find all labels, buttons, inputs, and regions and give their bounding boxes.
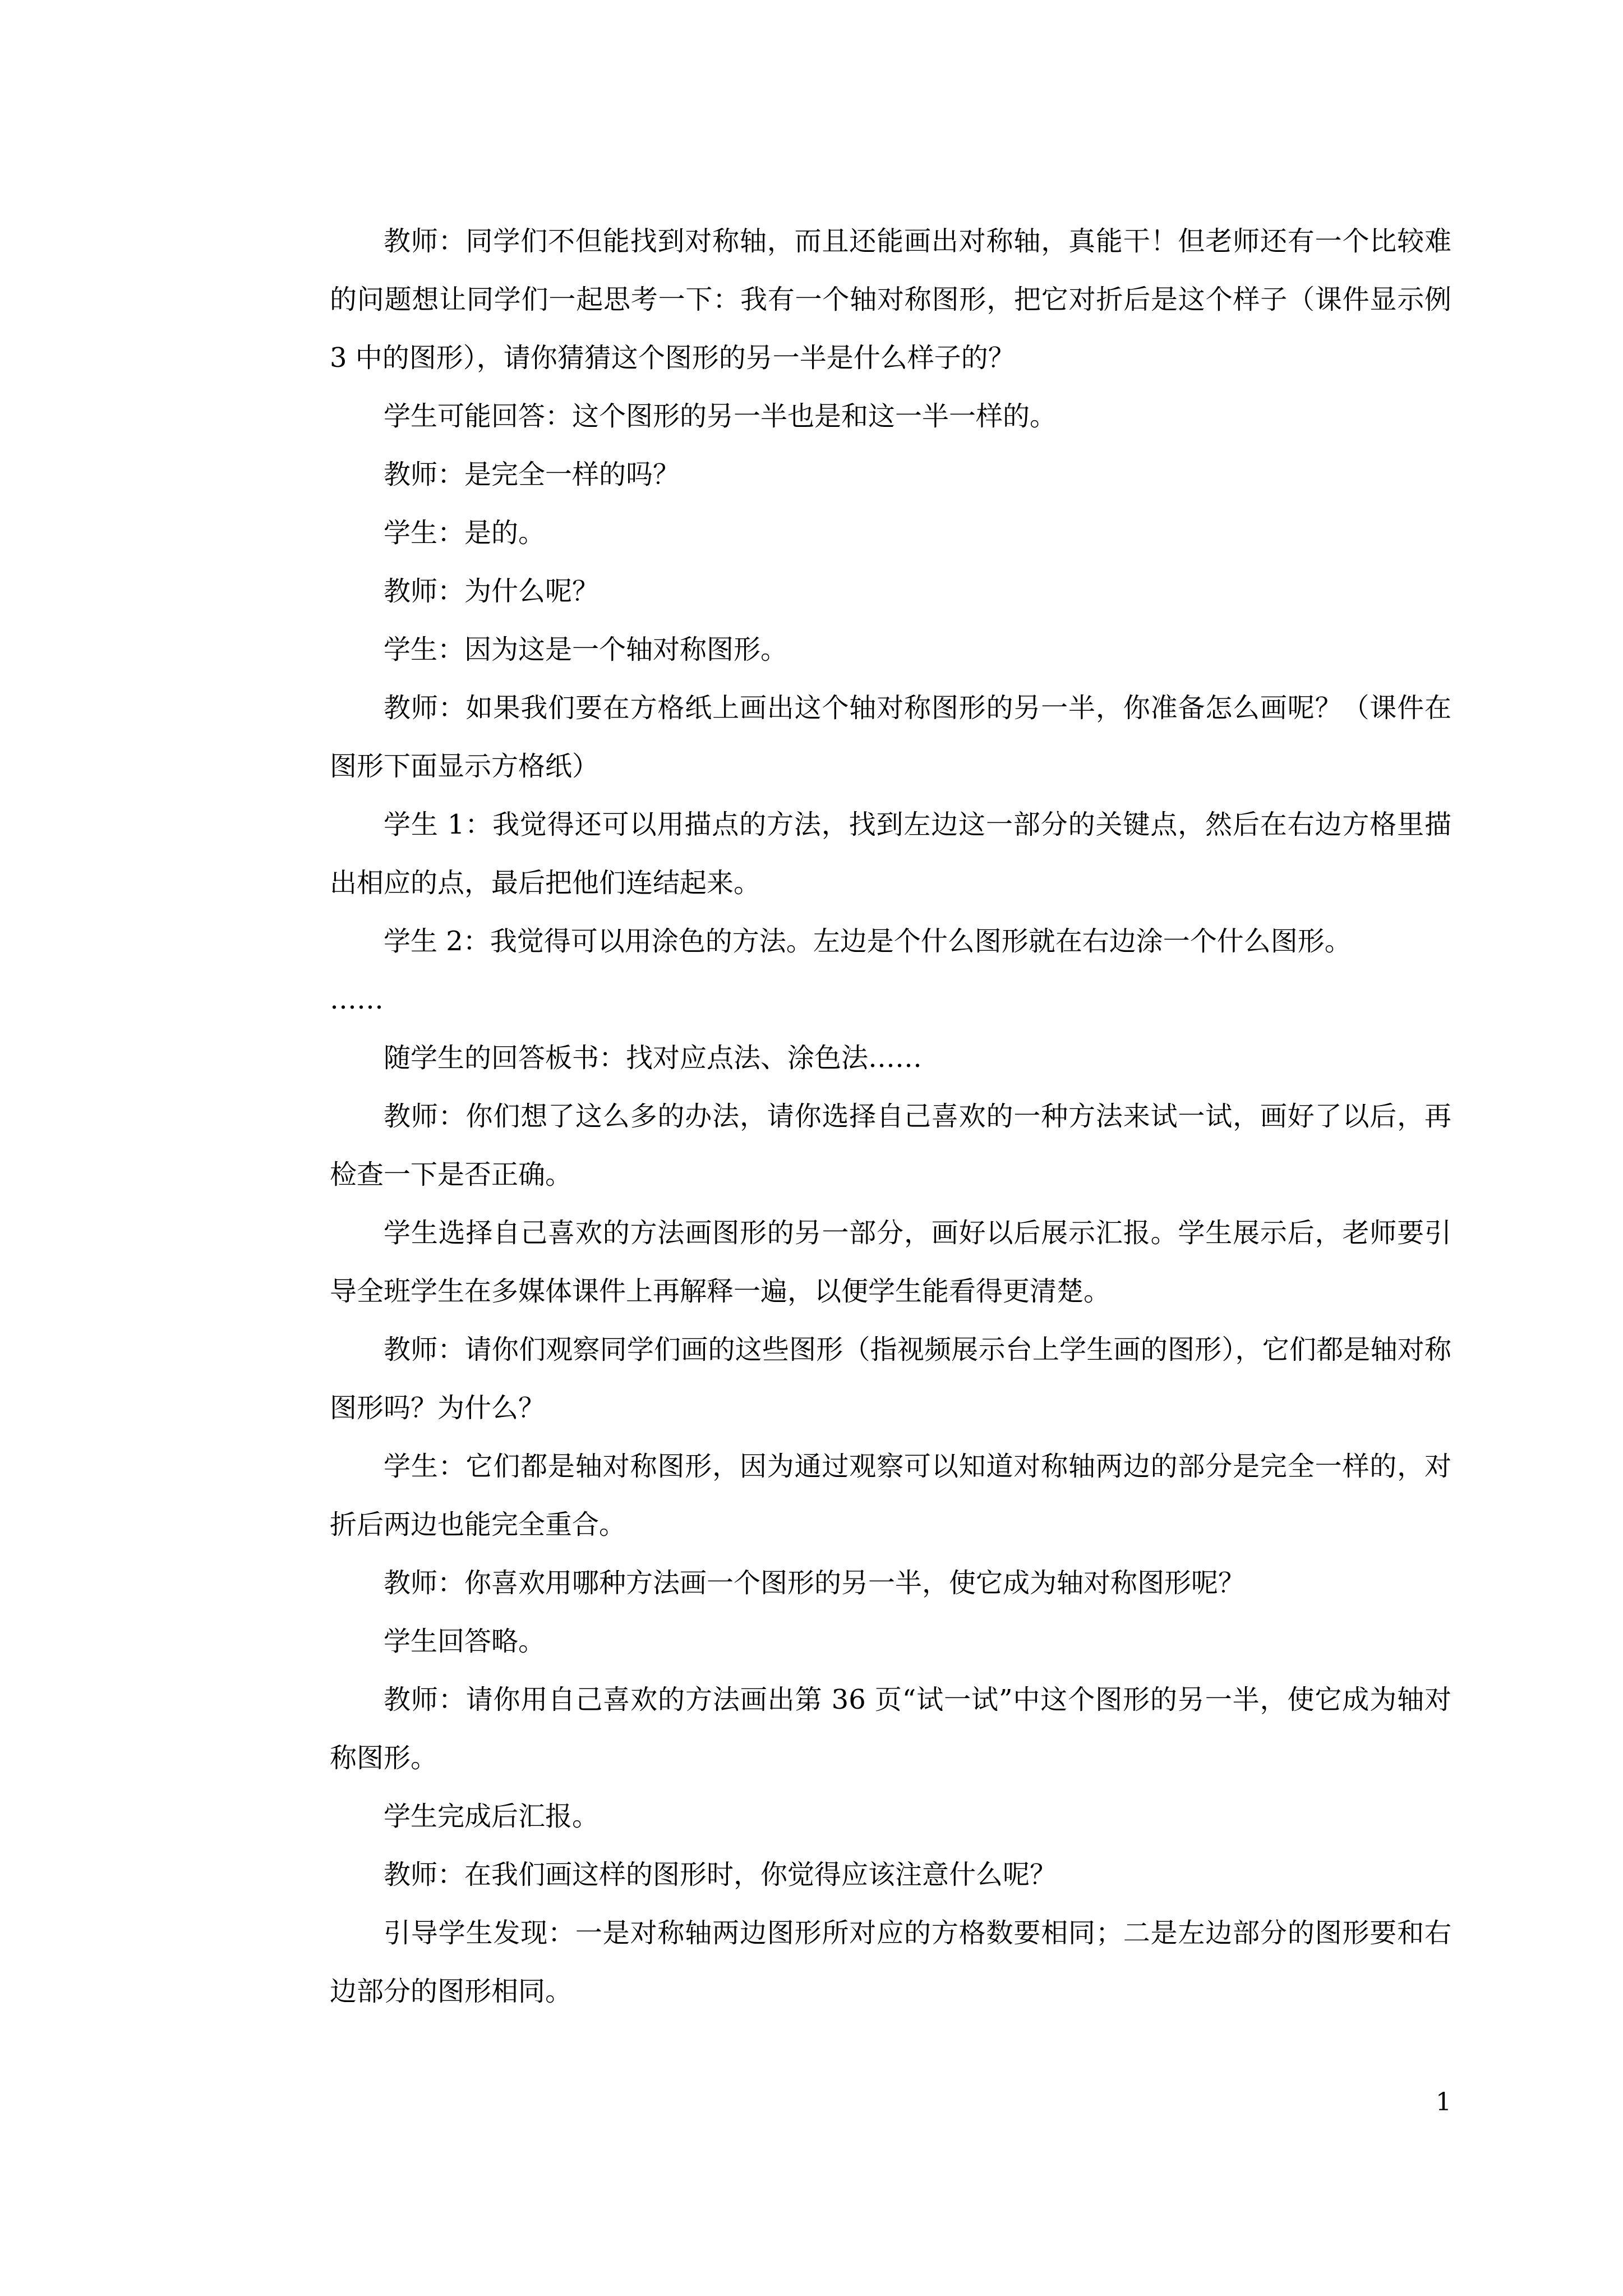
paragraph: 教师：请你们观察同学们画的这些图形（指视频展示台上学生画的图形），它们都是轴对称图形吗？为什么？ [330, 1334, 1451, 1424]
paragraph: 学生：因为这是一个轴对称图形。 [384, 634, 788, 665]
paragraph: 教师：同学们不但能找到对称轴，而且还能画出对称轴，真能干！但老师还有一个比较难的问题想让同学们一起思考一下：我有一个轴对称图形，把它对折后是这个样子（课件显示例 3 中的图形），请你猜猜这个图形的另一半是什么样子的？ [330, 226, 1451, 374]
paragraph: 学生可能回答：这个图形的另一半也是和这一半一样的。 [384, 401, 1057, 432]
paragraph: 教师：在我们画这样的图形时，你觉得应该注意什么呢？ [384, 1859, 1057, 1890]
paragraph: 随学生的回答板书：找对应点法、涂色法…… [384, 1042, 923, 1074]
ellipsis-line: …… [330, 984, 384, 1015]
paragraph: 学生完成后汇报。 [384, 1801, 600, 1832]
paragraph: 学生：是的。 [384, 517, 546, 549]
paragraph: 引导学生发现：一是对称轴两边图形所对应的方格数要相同；二是左边部分的图形要和右边部分的图形相同。 [330, 1917, 1451, 2007]
paragraph: 教师：你们想了这么多的办法，请你选择自己喜欢的一种方法来试一试，画好了以后，再检查一下是否正确。 [330, 1101, 1451, 1190]
paragraph: 学生 1：我觉得还可以用描点的方法，找到左边这一部分的关键点，然后在右边方格里描出相应的点，最后把他们连结起来。 [330, 809, 1451, 899]
paragraph: 学生回答略。 [384, 1626, 546, 1657]
document-body [330, 212, 1451, 2021]
paragraph: 学生：它们都是轴对称图形，因为通过观察可以知道对称轴两边的部分是完全一样的，对折后两边也能完全重合。 [330, 1451, 1451, 1540]
paragraph: 学生选择自己喜欢的方法画图形的另一部分，画好以后展示汇报。学生展示后，老师要引导全班学生在多媒体课件上再解释一遍，以便学生能看得更清楚。 [330, 1217, 1451, 1307]
paragraph: 教师：你喜欢用哪种方法画一个图形的另一半，使它成为轴对称图形呢？ [384, 1567, 1246, 1599]
paragraph: 学生 2：我觉得可以用涂色的方法。左边是个什么图形就在右边涂一个什么图形。 [384, 926, 1352, 957]
paragraph: 教师：是完全一样的吗？ [384, 459, 680, 490]
page-number: 1 [1436, 2088, 1451, 2116]
paragraph: 教师：如果我们要在方格纸上画出这个轴对称图形的另一半，你准备怎么画呢？（课件在图形下面显示方格纸） [330, 692, 1451, 782]
paragraph: 教师：为什么呢？ [384, 576, 600, 607]
paragraph: 教师：请你用自己喜欢的方法画出第 36 页“试一试”中这个图形的另一半，使它成为轴对称图形。 [330, 1684, 1451, 1774]
